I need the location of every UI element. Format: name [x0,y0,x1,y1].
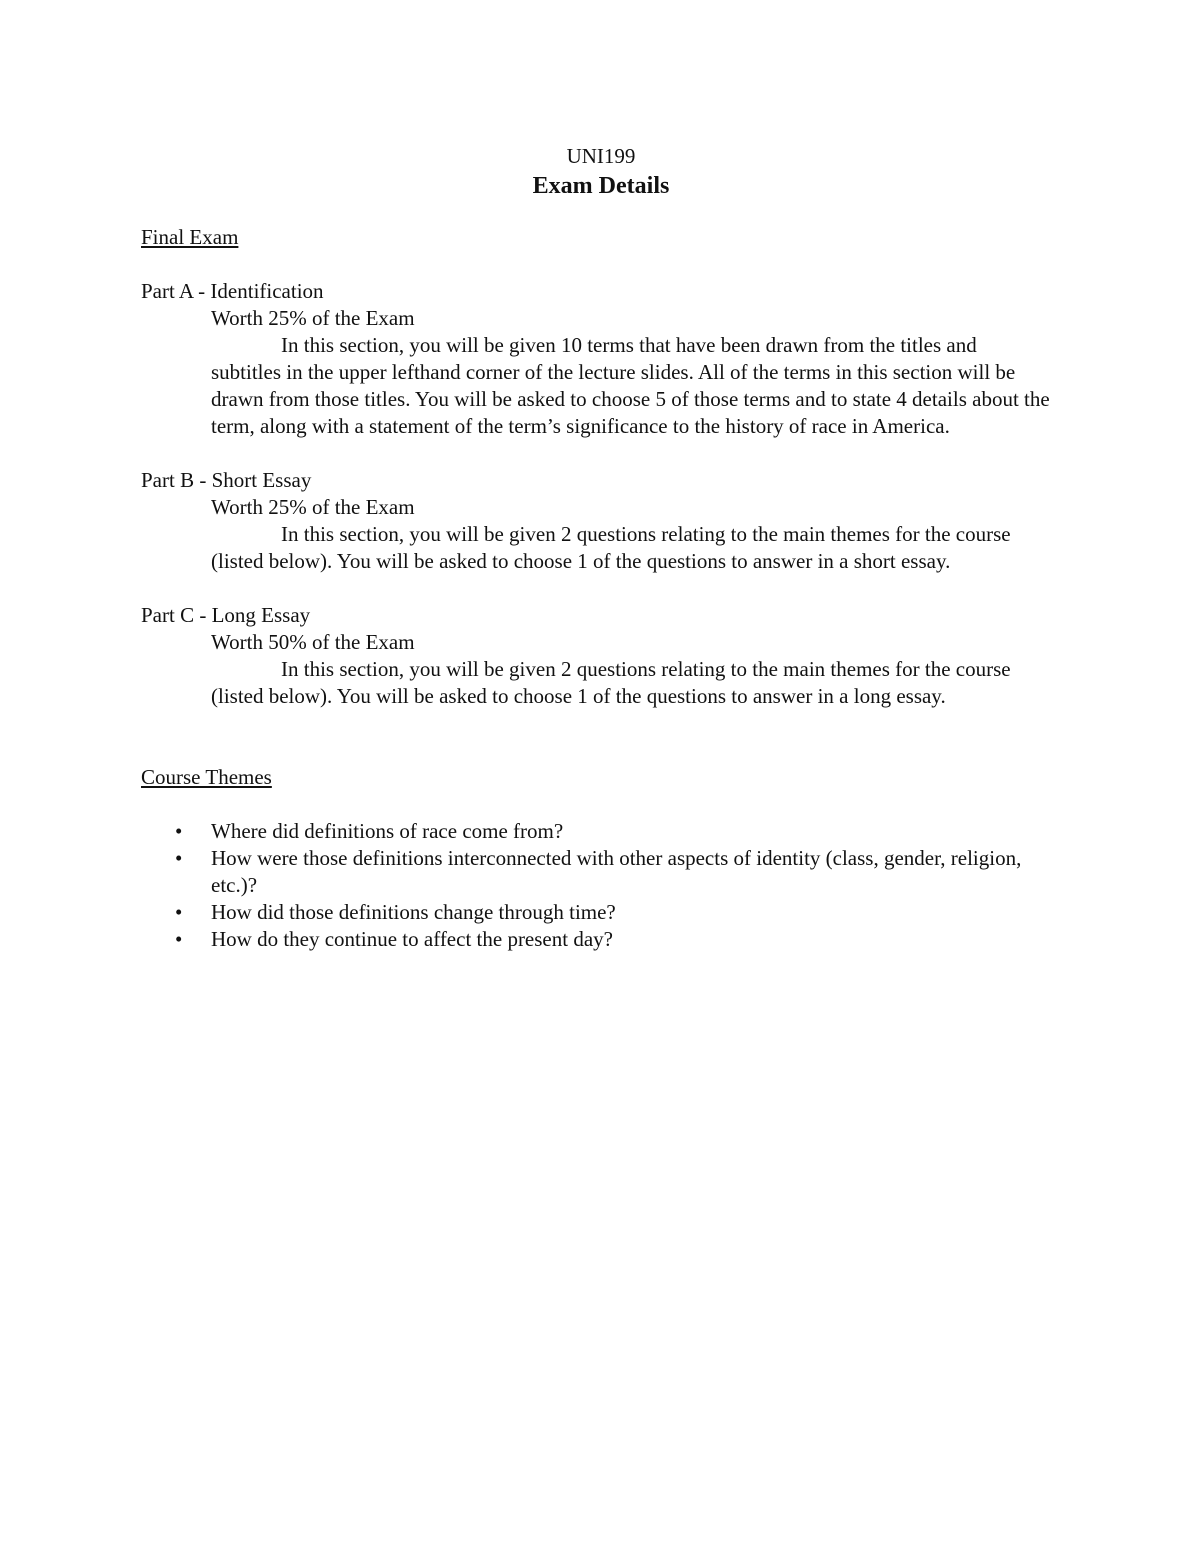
exam-parts [141,278,1061,710]
part-b-worth: Worth 25% of the Exam [211,495,415,519]
theme-text: How do they continue to affect the present day? [211,927,613,951]
final-exam-heading: Final Exam [141,225,239,249]
part-c-worth: Worth 50% of the Exam [211,630,415,654]
list-item [141,926,1051,953]
part-a-title: Part A - Identification [141,279,324,303]
theme-text: How were those definitions interconnected with other aspects of identity (class, gender, religion, etc.)? [211,846,1022,897]
part-b-description: In this section, you will be given 2 questions relating to the main themes for the course (listed below). You will be asked to choose 1 of the questions to answer in a short essay. [211,522,1011,573]
list-item [141,818,1051,845]
bullet-icon: • [175,927,183,951]
part-b [141,467,1061,575]
document-page [141,143,1061,953]
bullet-icon: • [175,846,183,870]
part-a-description: In this section, you will be given 10 terms that have been drawn from the titles and subtitles in the upper lefthand corner of the lecture slides. All of the terms in this section will be drawn from those titles. You will be asked to choose 5 of those terms and to state 4 details about the term, along with a statement of the term’s significance to the history of race in America. [211,333,1050,438]
bullet-icon: • [175,819,183,843]
part-c [141,602,1061,710]
part-a-worth: Worth 25% of the Exam [211,306,415,330]
course-themes-heading: Course Themes [141,765,272,789]
list-item [141,845,1051,899]
part-c-description: In this section, you will be given 2 questions relating to the main themes for the course (listed below). You will be asked to choose 1 of the questions to answer in a long essay. [211,657,1011,708]
theme-text: How did those definitions change through time? [211,900,616,924]
course-code: UNI199 [566,144,636,168]
course-themes-list [141,818,1061,953]
theme-text: Where did definitions of race come from? [211,819,564,843]
list-item [141,899,1051,926]
page-title: Exam Details [532,173,670,199]
part-a [141,278,1061,440]
part-c-title: Part C - Long Essay [141,603,311,627]
part-b-title: Part B - Short Essay [141,468,312,492]
bullet-icon: • [175,900,183,924]
